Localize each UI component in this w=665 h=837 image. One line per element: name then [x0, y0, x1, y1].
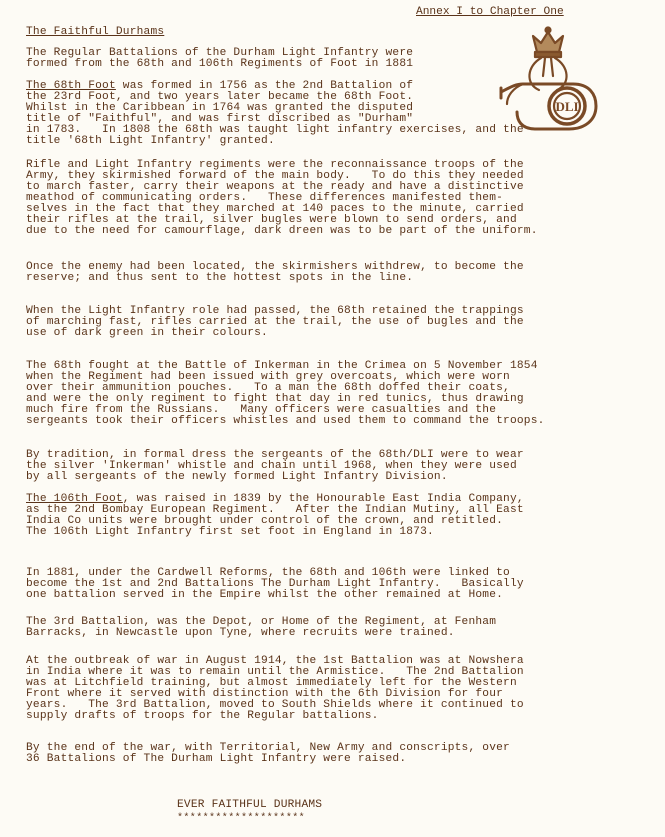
annex-heading: Annex I to Chapter One: [416, 6, 564, 18]
closing-motto: EVER FAITHFUL DURHAMS: [177, 799, 323, 811]
text-line: in India where it was to remain until the Armistice. The 2nd Battalion: [26, 666, 524, 678]
text-line: one battalion served in the Empire whilst the other remained at Home.: [26, 589, 504, 601]
text-line: title of "Faithful", and was first discribed as "Durham": [26, 113, 414, 125]
text-line: Whilst in the Caribbean in 1764 was granted the disputed: [26, 102, 414, 114]
text-line: India Co units were brought under control of the crown, and retitled.: [26, 515, 504, 527]
text-line: years. The 3rd Battalion, moved to South Shields where it continued to: [26, 699, 524, 711]
text-line: as the 2nd Bombay European Regiment. After the Indian Mutiny, all East: [26, 504, 524, 516]
text-line: The 106th Light Infantry first set foot in England in 1873.: [26, 526, 434, 538]
text-line: in 1783. In 1808 the 68th was taught light infantry exercises, and the: [26, 124, 524, 136]
text-line: when the Regiment had been issued with grey overcoats, which were worn: [26, 371, 510, 383]
text-line: supply drafts of troops for the Regular battalions.: [26, 710, 379, 722]
text-line: the silver 'Inkerman' whistle and chain until 1968, when they were used: [26, 460, 517, 472]
text-line: The 68th fought at the Battle of Inkerman in the Crimea on 5 November 1854: [26, 360, 538, 372]
text-line: Barracks, in Newcastle upon Tyne, where recruits were trained.: [26, 627, 455, 639]
text-line: Front where it served with distinction with the 6th Division for four: [26, 688, 504, 700]
text-line: formed from the 68th and 106th Regiments of Foot in 1881: [26, 58, 414, 70]
text-line: the 23rd Foot, and two years later became the 68th Foot.: [26, 91, 414, 103]
document-title: The Faithful Durhams: [26, 26, 165, 38]
text-line: to march faster, carry their weapons at the ready and have a distinctive: [26, 181, 524, 193]
text-line: title '68th Light Infantry' granted.: [26, 135, 275, 147]
text-line: much fire from the Russians. Many officers were casualties and the: [26, 404, 497, 416]
text-line: was at Litchfield training, but almost immediately left for the Western: [26, 677, 517, 689]
text-line: sergeants took their officers whistles and used them to command the troops.: [26, 415, 545, 427]
section-lead-106th: The 106th Foot: [26, 493, 123, 505]
text-line: and were the only regiment to fight that day in red tunics, thus drawing: [26, 393, 524, 405]
text-line: use of dark green in their colours.: [26, 327, 268, 339]
text-line: When the Light Infantry role had passed, the 68th retained the trappings: [26, 305, 524, 317]
crown-bugle-badge-icon: [497, 26, 599, 134]
asterisk-rule: ********************: [177, 813, 306, 824]
text-line: meathod of communicating orders. These differences manifested them-: [26, 192, 504, 204]
text-line: over their ammunition pouches. To a man the 68th doffed their coats,: [26, 382, 510, 394]
text-line: In 1881, under the Cardwell Reforms, the 68th and 106th were linked to: [26, 567, 510, 579]
text-fragment: , was raised in 1839 by the Honourable East India Company,: [122, 493, 524, 505]
text-line: Army, they skirmished forward of the main body. To do this they needed: [26, 170, 524, 182]
text-line: their rifles at the trail, silver bugles were blown to send orders, and: [26, 214, 517, 226]
text-line: The 3rd Battalion, was the Depot, or Home of the Regiment, at Fenham: [26, 616, 497, 628]
text-line: become the 1st and 2nd Battalions The Durham Light Infantry. Basically: [26, 578, 524, 590]
text-line: 36 Battalions of The Durham Light Infantry were raised.: [26, 753, 407, 765]
text-line: reserve; and thus sent to the hottest spots in the line.: [26, 272, 414, 284]
text-line: Rifle and Light Infantry regiments were the reconnaissance troops of the: [26, 159, 524, 171]
badge-lettering: DLI: [555, 99, 579, 114]
text-line: of marching fast, rifles carried at the trail, the use of bugles and the: [26, 316, 524, 328]
text-line: The Regular Battalions of the Durham Light Infantry were: [26, 47, 414, 59]
text-line: due to the need for camourflage, dark dreen was to be part of the uniform.: [26, 225, 538, 237]
text-line: By tradition, in formal dress the sergeants of the 68th/DLI were to wear: [26, 449, 524, 461]
text-fragment: was formed in 1756 as the 2nd Battalion of: [115, 80, 414, 92]
text-line: Once the enemy had been located, the skirmishers withdrew, to become the: [26, 261, 524, 273]
text-line: selves in the fact that they marched at 140 paces to the minute, carried: [26, 203, 524, 215]
text-line: At the outbreak of war in August 1914, the 1st Battalion was at Nowshera: [26, 655, 524, 667]
text-line: By the end of the war, with Territorial, New Army and conscripts, over: [26, 742, 510, 754]
section-lead-68th: The 68th Foot: [26, 80, 116, 92]
text-line: by all sergeants of the newly formed Light Infantry Division.: [26, 471, 448, 483]
